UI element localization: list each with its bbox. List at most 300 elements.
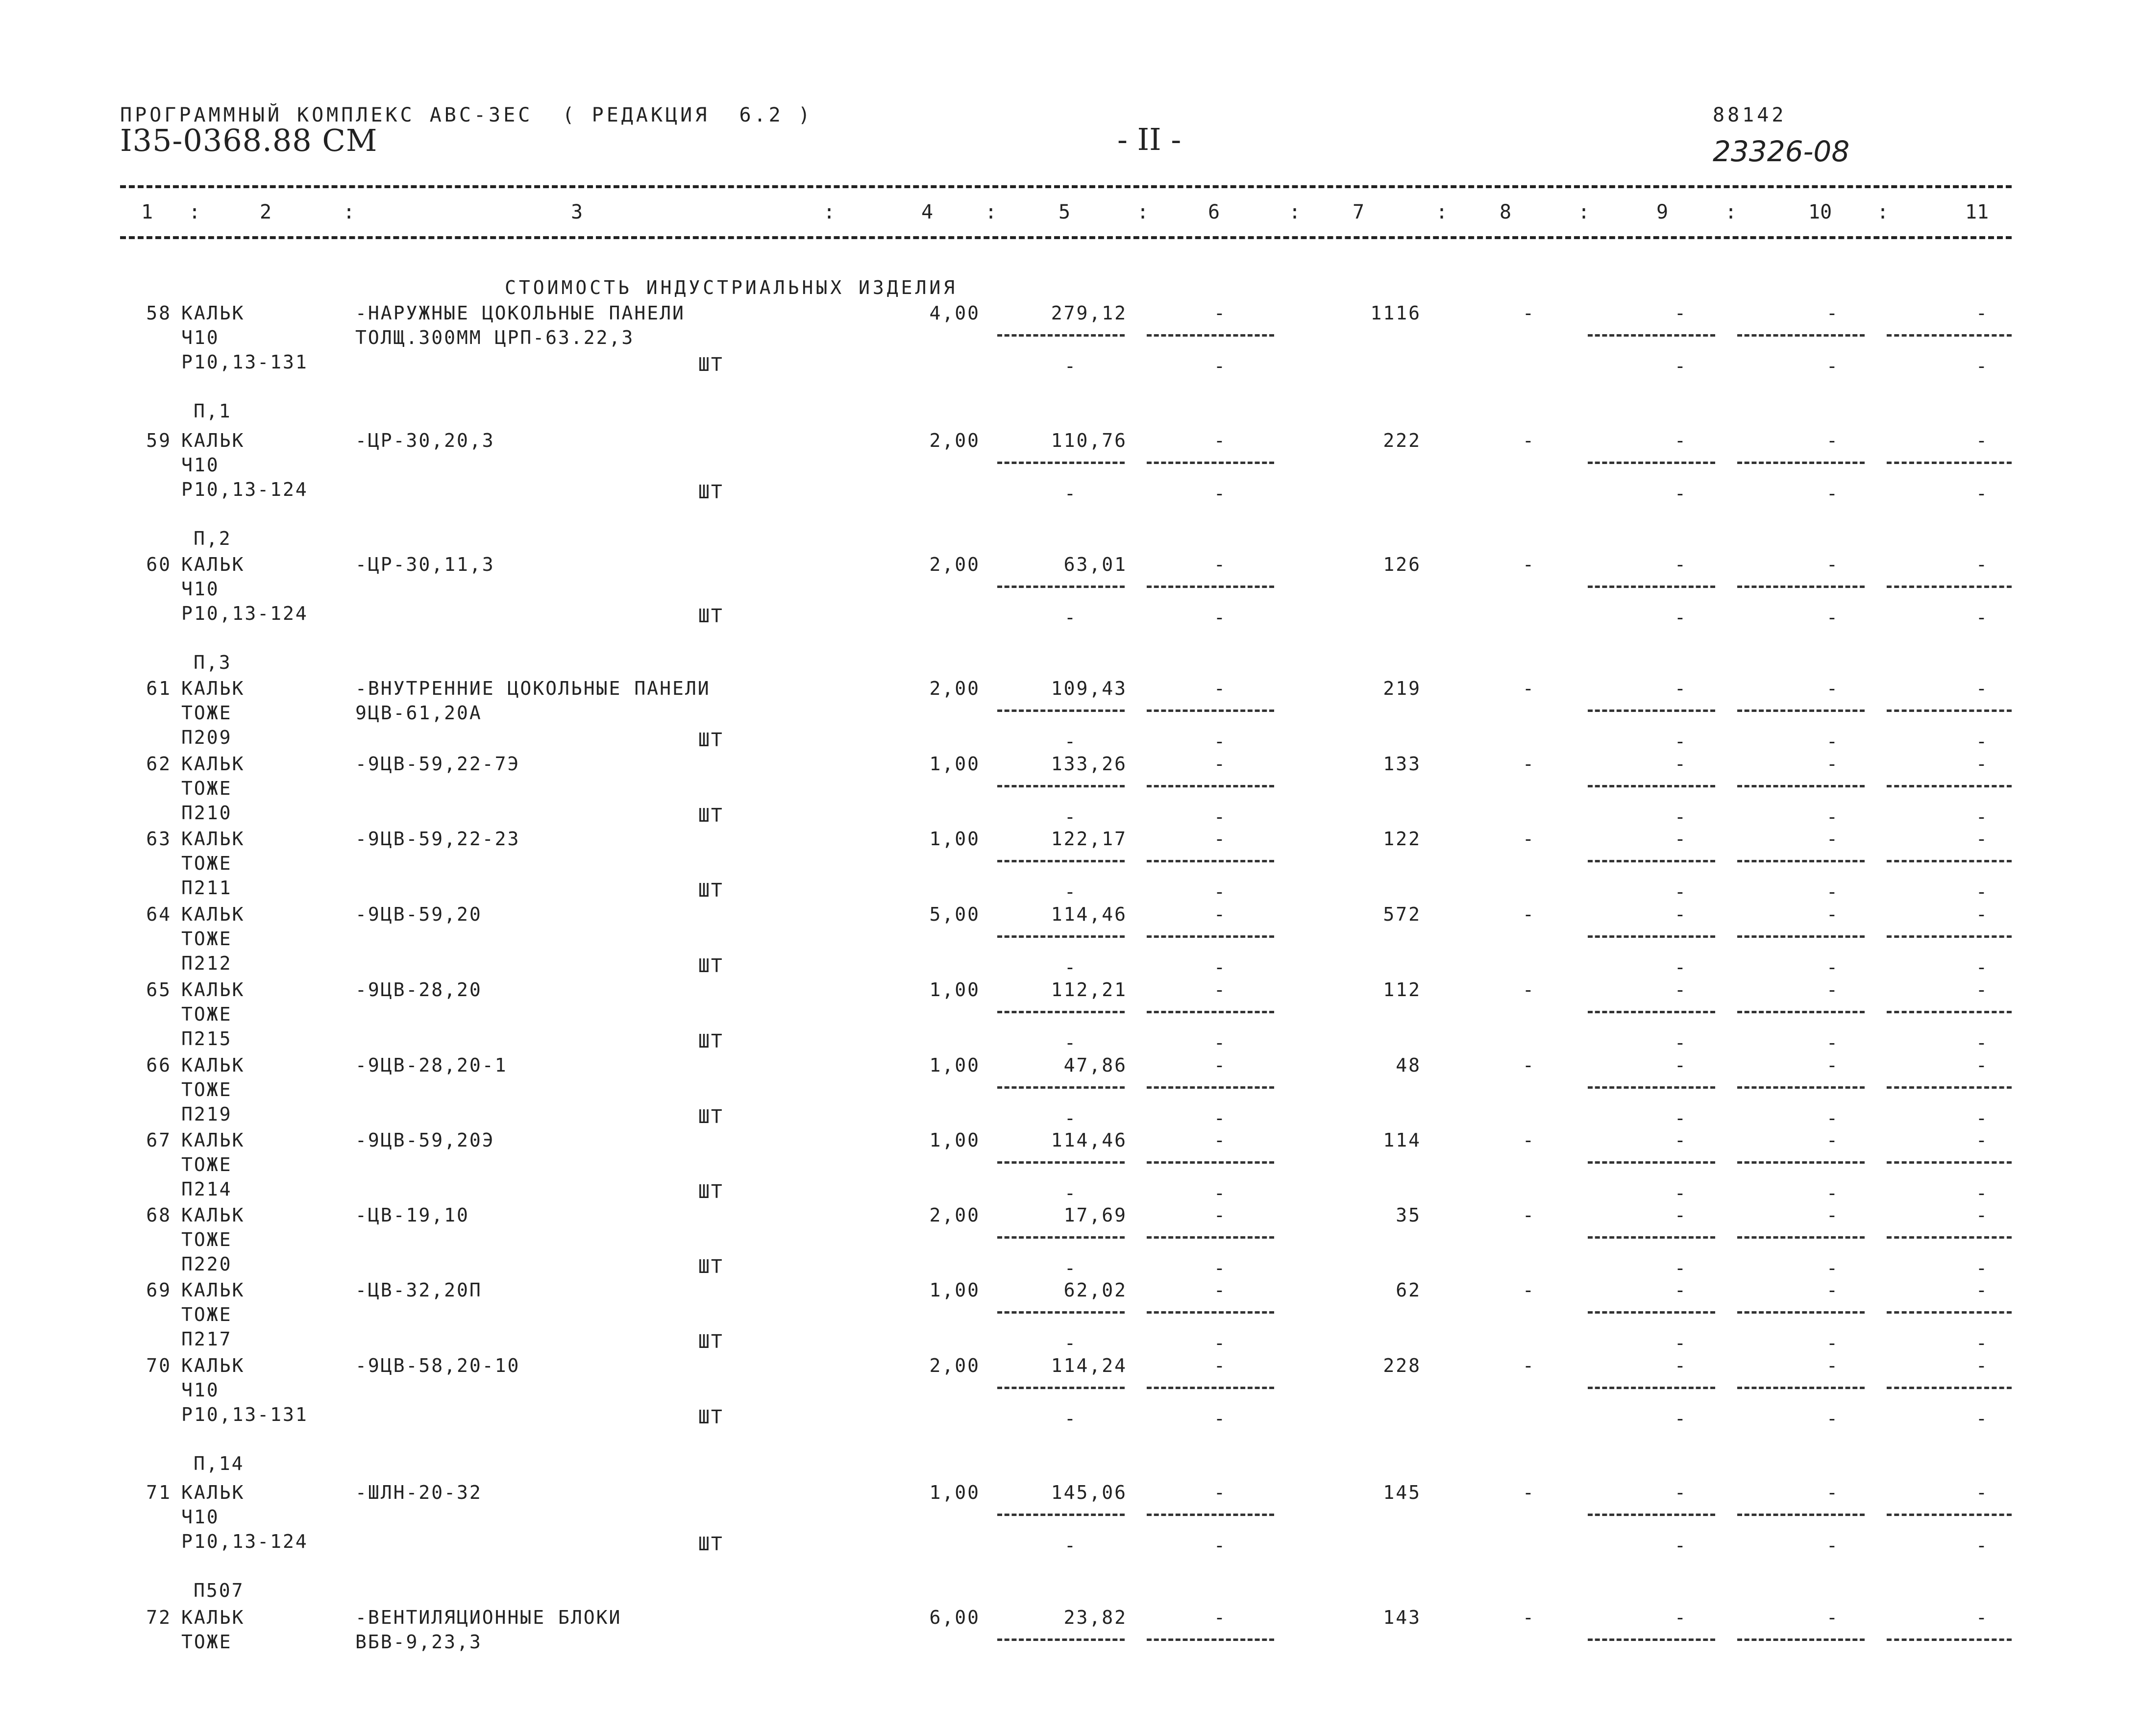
unit-price: 114,24 bbox=[1051, 1355, 1127, 1376]
quantity: 2,00 bbox=[929, 554, 980, 575]
sub-col5: - bbox=[1064, 1257, 1077, 1279]
total-cost: 122 bbox=[1383, 828, 1421, 850]
col8-value: - bbox=[1523, 678, 1535, 699]
dash-line bbox=[1737, 860, 1865, 862]
unit: ШТ bbox=[698, 354, 724, 375]
unit-price: 279,12 bbox=[1051, 302, 1127, 324]
row-reference: КАЛЬК bbox=[181, 904, 245, 925]
col9-value: - bbox=[1674, 1607, 1687, 1628]
sub-col6: - bbox=[1214, 1257, 1227, 1279]
row-reference: П219 bbox=[181, 1103, 232, 1125]
col6-value: - bbox=[1214, 1482, 1227, 1503]
sub-col10: - bbox=[1826, 1535, 1839, 1556]
row-reference: КАЛЬК bbox=[181, 430, 245, 451]
col10-value: - bbox=[1826, 1129, 1839, 1151]
row-reference: ТОЖЕ bbox=[181, 1631, 232, 1653]
dash-line bbox=[997, 1011, 1125, 1013]
dash-line bbox=[1588, 709, 1715, 712]
total-cost: 143 bbox=[1383, 1607, 1421, 1628]
col9-value: - bbox=[1674, 904, 1687, 925]
sub-col5: - bbox=[1064, 881, 1077, 903]
col8-value: - bbox=[1523, 1054, 1535, 1076]
sub-col6: - bbox=[1214, 1032, 1227, 1053]
total-cost: 112 bbox=[1383, 979, 1421, 1001]
col8-value: - bbox=[1523, 904, 1535, 925]
col8-value: - bbox=[1523, 1129, 1535, 1151]
row-reference: ТОЖЕ bbox=[181, 1079, 232, 1100]
column-number: 1 bbox=[141, 201, 153, 223]
dash-line bbox=[1887, 1086, 2012, 1089]
column-separator: : bbox=[1578, 201, 1590, 223]
dash-line bbox=[997, 586, 1125, 588]
row-reference: КАЛЬК bbox=[181, 979, 245, 1001]
sub-col11: - bbox=[1976, 1332, 1989, 1354]
sub-col11: - bbox=[1976, 607, 1989, 628]
dash-line bbox=[1588, 1161, 1715, 1164]
col11-value: - bbox=[1976, 979, 1989, 1001]
header-rule bbox=[120, 236, 2012, 239]
row-reference: КАЛЬК bbox=[181, 1482, 245, 1503]
item-name: -ЦР-30,20,3 bbox=[355, 430, 495, 451]
dash-line bbox=[1737, 709, 1865, 712]
dash-line bbox=[997, 1638, 1125, 1641]
unit: ШТ bbox=[698, 1406, 724, 1428]
quantity: 5,00 bbox=[929, 904, 980, 925]
unit-price: 23,82 bbox=[1063, 1607, 1127, 1628]
item-name: -9ЦВ-59,22-23 bbox=[355, 828, 520, 850]
row-number: 68 bbox=[146, 1204, 172, 1226]
total-cost: 62 bbox=[1396, 1279, 1421, 1301]
col10-value: - bbox=[1826, 430, 1839, 451]
col11-value: - bbox=[1976, 1355, 1989, 1376]
total-cost: 114 bbox=[1383, 1129, 1421, 1151]
row-number: 60 bbox=[146, 554, 172, 575]
quantity: 4,00 bbox=[929, 302, 980, 324]
sub-col9: - bbox=[1674, 1032, 1687, 1053]
row-reference: ТОЖЕ bbox=[181, 1304, 232, 1325]
row-number: 61 bbox=[146, 678, 172, 699]
dash-line bbox=[1887, 709, 2012, 712]
dash-line bbox=[997, 1311, 1125, 1314]
col9-value: - bbox=[1674, 1054, 1687, 1076]
row-reference: ТОЖЕ bbox=[181, 702, 232, 724]
row-reference: КАЛЬК bbox=[181, 302, 245, 324]
quantity: 1,00 bbox=[929, 828, 980, 850]
unit-price: 114,46 bbox=[1051, 1129, 1127, 1151]
sub-col5: - bbox=[1064, 483, 1077, 504]
sub-col9: - bbox=[1674, 806, 1687, 828]
row-reference: Р10,13-124 bbox=[181, 1531, 308, 1552]
item-name: 9ЦВ-61,20А bbox=[355, 702, 482, 724]
dash-line bbox=[1737, 586, 1865, 588]
unit-price: 17,69 bbox=[1063, 1204, 1127, 1226]
row-reference: П217 bbox=[181, 1328, 232, 1350]
sub-col10: - bbox=[1826, 1257, 1839, 1279]
dash-line bbox=[1588, 935, 1715, 938]
dash-line bbox=[1737, 1638, 1865, 1641]
row-reference: КАЛЬК bbox=[181, 1204, 245, 1226]
row-reference: П211 bbox=[181, 877, 232, 899]
quantity: 1,00 bbox=[929, 1482, 980, 1503]
col9-value: - bbox=[1674, 302, 1687, 324]
total-cost: 133 bbox=[1383, 753, 1421, 775]
sub-col11: - bbox=[1976, 731, 1989, 752]
row-number: 59 bbox=[146, 430, 172, 451]
dash-line bbox=[1887, 1236, 2012, 1239]
column-number: 7 bbox=[1353, 201, 1365, 223]
top-rule bbox=[120, 185, 2012, 188]
col10-value: - bbox=[1826, 302, 1839, 324]
quantity: 2,00 bbox=[929, 1355, 980, 1376]
row-reference: ТОЖЕ bbox=[181, 1003, 232, 1025]
col8-value: - bbox=[1523, 302, 1535, 324]
dash-line bbox=[1737, 1387, 1865, 1389]
sub-col5: - bbox=[1064, 355, 1077, 377]
unit-price: 110,76 bbox=[1051, 430, 1127, 451]
unit: ШТ bbox=[698, 1533, 724, 1555]
dash-line bbox=[1887, 785, 2012, 787]
col6-value: - bbox=[1214, 430, 1227, 451]
row-reference: КАЛЬК bbox=[181, 678, 245, 699]
sub-col11: - bbox=[1976, 1182, 1989, 1204]
row-reference: Р10,13-124 bbox=[181, 603, 308, 624]
sub-col10: - bbox=[1826, 1032, 1839, 1053]
dash-line bbox=[1588, 334, 1715, 337]
col8-value: - bbox=[1523, 1204, 1535, 1226]
dash-line bbox=[997, 1236, 1125, 1239]
col11-value: - bbox=[1976, 554, 1989, 575]
col6-value: - bbox=[1214, 979, 1227, 1001]
dash-line bbox=[997, 334, 1125, 337]
quantity: 1,00 bbox=[929, 753, 980, 775]
sub-col10: - bbox=[1826, 1107, 1839, 1129]
sub-col6: - bbox=[1214, 1408, 1227, 1429]
dash-line bbox=[1147, 860, 1274, 862]
row-number: 65 bbox=[146, 979, 172, 1001]
dash-line bbox=[1147, 1638, 1274, 1641]
unit-price: 114,46 bbox=[1051, 904, 1127, 925]
quantity: 1,00 bbox=[929, 979, 980, 1001]
dash-line bbox=[1588, 1011, 1715, 1013]
unit: ШТ bbox=[698, 1331, 724, 1352]
reference-note: П,3 bbox=[194, 652, 232, 673]
col6-value: - bbox=[1214, 904, 1227, 925]
unit: ШТ bbox=[698, 880, 724, 901]
sub-col5: - bbox=[1064, 1535, 1077, 1556]
row-reference: П220 bbox=[181, 1253, 232, 1275]
reference-note: П507 bbox=[194, 1580, 245, 1601]
sub-col11: - bbox=[1976, 1535, 1989, 1556]
col6-value: - bbox=[1214, 753, 1227, 775]
dash-line bbox=[1147, 709, 1274, 712]
dash-line bbox=[1737, 785, 1865, 787]
dash-line bbox=[1588, 1236, 1715, 1239]
col9-value: - bbox=[1674, 828, 1687, 850]
col6-value: - bbox=[1214, 1204, 1227, 1226]
sub-col5: - bbox=[1064, 731, 1077, 752]
column-number: 11 bbox=[1965, 201, 1989, 223]
col10-value: - bbox=[1826, 554, 1839, 575]
dash-line bbox=[1887, 1011, 2012, 1013]
column-separator: : bbox=[1289, 201, 1301, 223]
row-reference: Р10,13-131 bbox=[181, 1404, 308, 1425]
row-reference: КАЛЬК bbox=[181, 1279, 245, 1301]
row-reference: КАЛЬК bbox=[181, 554, 245, 575]
sub-col5: - bbox=[1064, 1107, 1077, 1129]
dash-line bbox=[1147, 586, 1274, 588]
row-reference: КАЛЬК bbox=[181, 828, 245, 850]
col9-value: - bbox=[1674, 979, 1687, 1001]
dash-line bbox=[1887, 860, 2012, 862]
sub-col9: - bbox=[1674, 1182, 1687, 1204]
column-number: 3 bbox=[571, 201, 583, 223]
sub-col10: - bbox=[1826, 1182, 1839, 1204]
sub-col6: - bbox=[1214, 731, 1227, 752]
col8-value: - bbox=[1523, 1279, 1535, 1301]
col6-value: - bbox=[1214, 554, 1227, 575]
sub-col9: - bbox=[1674, 1107, 1687, 1129]
sub-col9: - bbox=[1674, 1332, 1687, 1354]
sub-col9: - bbox=[1674, 483, 1687, 504]
unit: ШТ bbox=[698, 1256, 724, 1277]
col10-value: - bbox=[1826, 753, 1839, 775]
sub-col11: - bbox=[1976, 483, 1989, 504]
col10-value: - bbox=[1826, 1054, 1839, 1076]
col6-value: - bbox=[1214, 1129, 1227, 1151]
unit: ШТ bbox=[698, 1106, 724, 1127]
sub-col6: - bbox=[1214, 1535, 1227, 1556]
dash-line bbox=[1887, 1514, 2012, 1516]
column-separator: : bbox=[343, 201, 355, 223]
col6-value: - bbox=[1214, 1054, 1227, 1076]
quantity: 1,00 bbox=[929, 1054, 980, 1076]
column-number: 2 bbox=[260, 201, 272, 223]
dash-line bbox=[997, 1086, 1125, 1089]
unit-price: 47,86 bbox=[1063, 1054, 1127, 1076]
unit: ШТ bbox=[698, 955, 724, 977]
col10-value: - bbox=[1826, 1204, 1839, 1226]
sub-col6: - bbox=[1214, 1182, 1227, 1204]
row-number: 63 bbox=[146, 828, 172, 850]
dash-line bbox=[997, 1161, 1125, 1164]
column-separator: : bbox=[1436, 201, 1448, 223]
column-number: 9 bbox=[1656, 201, 1669, 223]
sub-col11: - bbox=[1976, 1408, 1989, 1429]
row-reference: П210 bbox=[181, 802, 232, 824]
sub-col6: - bbox=[1214, 806, 1227, 828]
sub-col5: - bbox=[1064, 806, 1077, 828]
quantity: 1,00 bbox=[929, 1279, 980, 1301]
sub-col11: - bbox=[1976, 355, 1989, 377]
column-separator: : bbox=[189, 201, 201, 223]
row-reference: Р10,13-124 bbox=[181, 479, 308, 500]
dash-line bbox=[997, 785, 1125, 787]
dash-line bbox=[1147, 1514, 1274, 1516]
sub-col6: - bbox=[1214, 956, 1227, 978]
col8-value: - bbox=[1523, 1482, 1535, 1503]
row-reference: КАЛЬК bbox=[181, 753, 245, 775]
sub-col9: - bbox=[1674, 1535, 1687, 1556]
sub-col6: - bbox=[1214, 355, 1227, 377]
row-number: 69 bbox=[146, 1279, 172, 1301]
row-reference: КАЛЬК bbox=[181, 1355, 245, 1376]
dash-line bbox=[1887, 1387, 2012, 1389]
sub-col11: - bbox=[1976, 1107, 1989, 1129]
total-cost: 126 bbox=[1383, 554, 1421, 575]
row-number: 71 bbox=[146, 1482, 172, 1503]
dash-line bbox=[1588, 1086, 1715, 1089]
dash-line bbox=[1147, 1086, 1274, 1089]
total-cost: 48 bbox=[1396, 1054, 1421, 1076]
column-separator: : bbox=[1877, 201, 1889, 223]
dash-line bbox=[997, 860, 1125, 862]
column-separator: : bbox=[823, 201, 836, 223]
dash-line bbox=[1588, 860, 1715, 862]
item-name: -НАРУЖНЫЕ ЦОКОЛЬНЫЕ ПАНЕЛИ bbox=[355, 302, 685, 324]
sub-col6: - bbox=[1214, 1332, 1227, 1354]
col6-value: - bbox=[1214, 1355, 1227, 1376]
column-separator: : bbox=[1137, 201, 1149, 223]
reference-note: П,1 bbox=[194, 400, 232, 422]
unit-price: 133,26 bbox=[1051, 753, 1127, 775]
dash-line bbox=[1887, 1161, 2012, 1164]
column-number: 8 bbox=[1500, 201, 1512, 223]
sub-col6: - bbox=[1214, 1107, 1227, 1129]
sub-col11: - bbox=[1976, 956, 1989, 978]
quantity: 2,00 bbox=[929, 1204, 980, 1226]
sub-col9: - bbox=[1674, 1257, 1687, 1279]
col6-value: - bbox=[1214, 828, 1227, 850]
dash-line bbox=[1887, 1638, 2012, 1641]
unit: ШТ bbox=[698, 481, 724, 503]
col9-value: - bbox=[1674, 1204, 1687, 1226]
sub-col9: - bbox=[1674, 607, 1687, 628]
col10-value: - bbox=[1826, 1355, 1839, 1376]
row-reference: ТОЖЕ bbox=[181, 928, 232, 950]
sub-col5: - bbox=[1064, 1408, 1077, 1429]
sub-col10: - bbox=[1826, 881, 1839, 903]
row-number: 70 bbox=[146, 1355, 172, 1376]
sub-col5: - bbox=[1064, 607, 1077, 628]
unit: ШТ bbox=[698, 1030, 724, 1052]
row-number: 62 bbox=[146, 753, 172, 775]
row-reference: Ч10 bbox=[181, 578, 220, 600]
total-cost: 222 bbox=[1383, 430, 1421, 451]
dash-line bbox=[1737, 1086, 1865, 1089]
dash-line bbox=[1588, 785, 1715, 787]
dash-line bbox=[1887, 586, 2012, 588]
reference-note: П,2 bbox=[194, 528, 232, 549]
column-separator: : bbox=[1725, 201, 1737, 223]
dash-line bbox=[997, 709, 1125, 712]
sub-col9: - bbox=[1674, 956, 1687, 978]
item-name: -9ЦВ-28,20 bbox=[355, 979, 482, 1001]
sub-col10: - bbox=[1826, 731, 1839, 752]
total-cost: 145 bbox=[1383, 1482, 1421, 1503]
row-number: 72 bbox=[146, 1607, 172, 1628]
row-reference: ТОЖЕ bbox=[181, 778, 232, 799]
item-name: -9ЦВ-28,20-1 bbox=[355, 1054, 508, 1076]
row-reference: КАЛЬК bbox=[181, 1054, 245, 1076]
handwritten-number: 23326-08 bbox=[1713, 135, 1850, 168]
col11-value: - bbox=[1976, 302, 1989, 324]
dash-line bbox=[997, 1514, 1125, 1516]
column-number: 6 bbox=[1208, 201, 1220, 223]
sub-col9: - bbox=[1674, 731, 1687, 752]
sub-col6: - bbox=[1214, 881, 1227, 903]
item-name: -ЦВ-32,20П bbox=[355, 1279, 482, 1301]
dash-line bbox=[1887, 462, 2012, 464]
col10-value: - bbox=[1826, 904, 1839, 925]
sub-col10: - bbox=[1826, 483, 1839, 504]
item-name: -ШЛН-20-32 bbox=[355, 1482, 482, 1503]
item-name: -9ЦВ-58,20-10 bbox=[355, 1355, 520, 1376]
item-name: ВБВ-9,23,3 bbox=[355, 1631, 482, 1653]
sub-col6: - bbox=[1214, 483, 1227, 504]
col8-value: - bbox=[1523, 753, 1535, 775]
item-name: -9ЦВ-59,20Э bbox=[355, 1129, 495, 1151]
dash-line bbox=[1737, 1161, 1865, 1164]
quantity: 1,00 bbox=[929, 1129, 980, 1151]
dash-line bbox=[1588, 586, 1715, 588]
col8-value: - bbox=[1523, 828, 1535, 850]
col9-value: - bbox=[1674, 1129, 1687, 1151]
col10-value: - bbox=[1826, 1482, 1839, 1503]
total-cost: 219 bbox=[1383, 678, 1421, 699]
col6-value: - bbox=[1214, 1279, 1227, 1301]
column-number: 5 bbox=[1059, 201, 1071, 223]
sub-col10: - bbox=[1826, 956, 1839, 978]
item-name: ТОЛЩ.300ММ ЦРП-63.22,3 bbox=[355, 327, 635, 348]
sub-col9: - bbox=[1674, 1408, 1687, 1429]
document-number: I35-0368.88 CM bbox=[120, 122, 378, 158]
item-name: -ЦВ-19,10 bbox=[355, 1204, 469, 1226]
sub-col10: - bbox=[1826, 806, 1839, 828]
dash-line bbox=[1588, 1514, 1715, 1516]
row-number: 67 bbox=[146, 1129, 172, 1151]
row-reference: Р10,13-131 bbox=[181, 351, 308, 373]
dash-line bbox=[1147, 1236, 1274, 1239]
column-separator: : bbox=[985, 201, 997, 223]
col6-value: - bbox=[1214, 678, 1227, 699]
sub-col9: - bbox=[1674, 881, 1687, 903]
sub-col10: - bbox=[1826, 355, 1839, 377]
dash-line bbox=[1588, 1311, 1715, 1314]
dash-line bbox=[1147, 1161, 1274, 1164]
col10-value: - bbox=[1826, 1607, 1839, 1628]
total-cost: 1116 bbox=[1370, 302, 1421, 324]
unit-price: 122,17 bbox=[1051, 828, 1127, 850]
col9-value: - bbox=[1674, 1355, 1687, 1376]
sub-col10: - bbox=[1826, 607, 1839, 628]
program-name: ПРОГРАММНЫЙ КОМПЛЕКС АВС-3ЕС ( РЕДАКЦИЯ 6.2 ) bbox=[120, 104, 813, 126]
column-number: 4 bbox=[921, 201, 934, 223]
item-name: -ВЕНТИЛЯЦИОННЫЕ БЛОКИ bbox=[355, 1607, 622, 1628]
col11-value: - bbox=[1976, 753, 1989, 775]
quantity: 2,00 bbox=[929, 430, 980, 451]
sub-col11: - bbox=[1976, 1257, 1989, 1279]
section-title: СТОИМОСТЬ ИНДУСТРИАЛЬНЫХ ИЗДЕЛИЯ bbox=[505, 277, 958, 298]
reference-note: П,14 bbox=[194, 1453, 245, 1474]
row-reference: Ч10 bbox=[181, 1379, 220, 1401]
sub-col11: - bbox=[1976, 1032, 1989, 1053]
item-name: -ЦР-30,11,3 bbox=[355, 554, 495, 575]
dash-line bbox=[1147, 785, 1274, 787]
col9-value: - bbox=[1674, 1279, 1687, 1301]
page-number: - II - bbox=[1117, 122, 1182, 157]
col6-value: - bbox=[1214, 302, 1227, 324]
dash-line bbox=[1737, 334, 1865, 337]
